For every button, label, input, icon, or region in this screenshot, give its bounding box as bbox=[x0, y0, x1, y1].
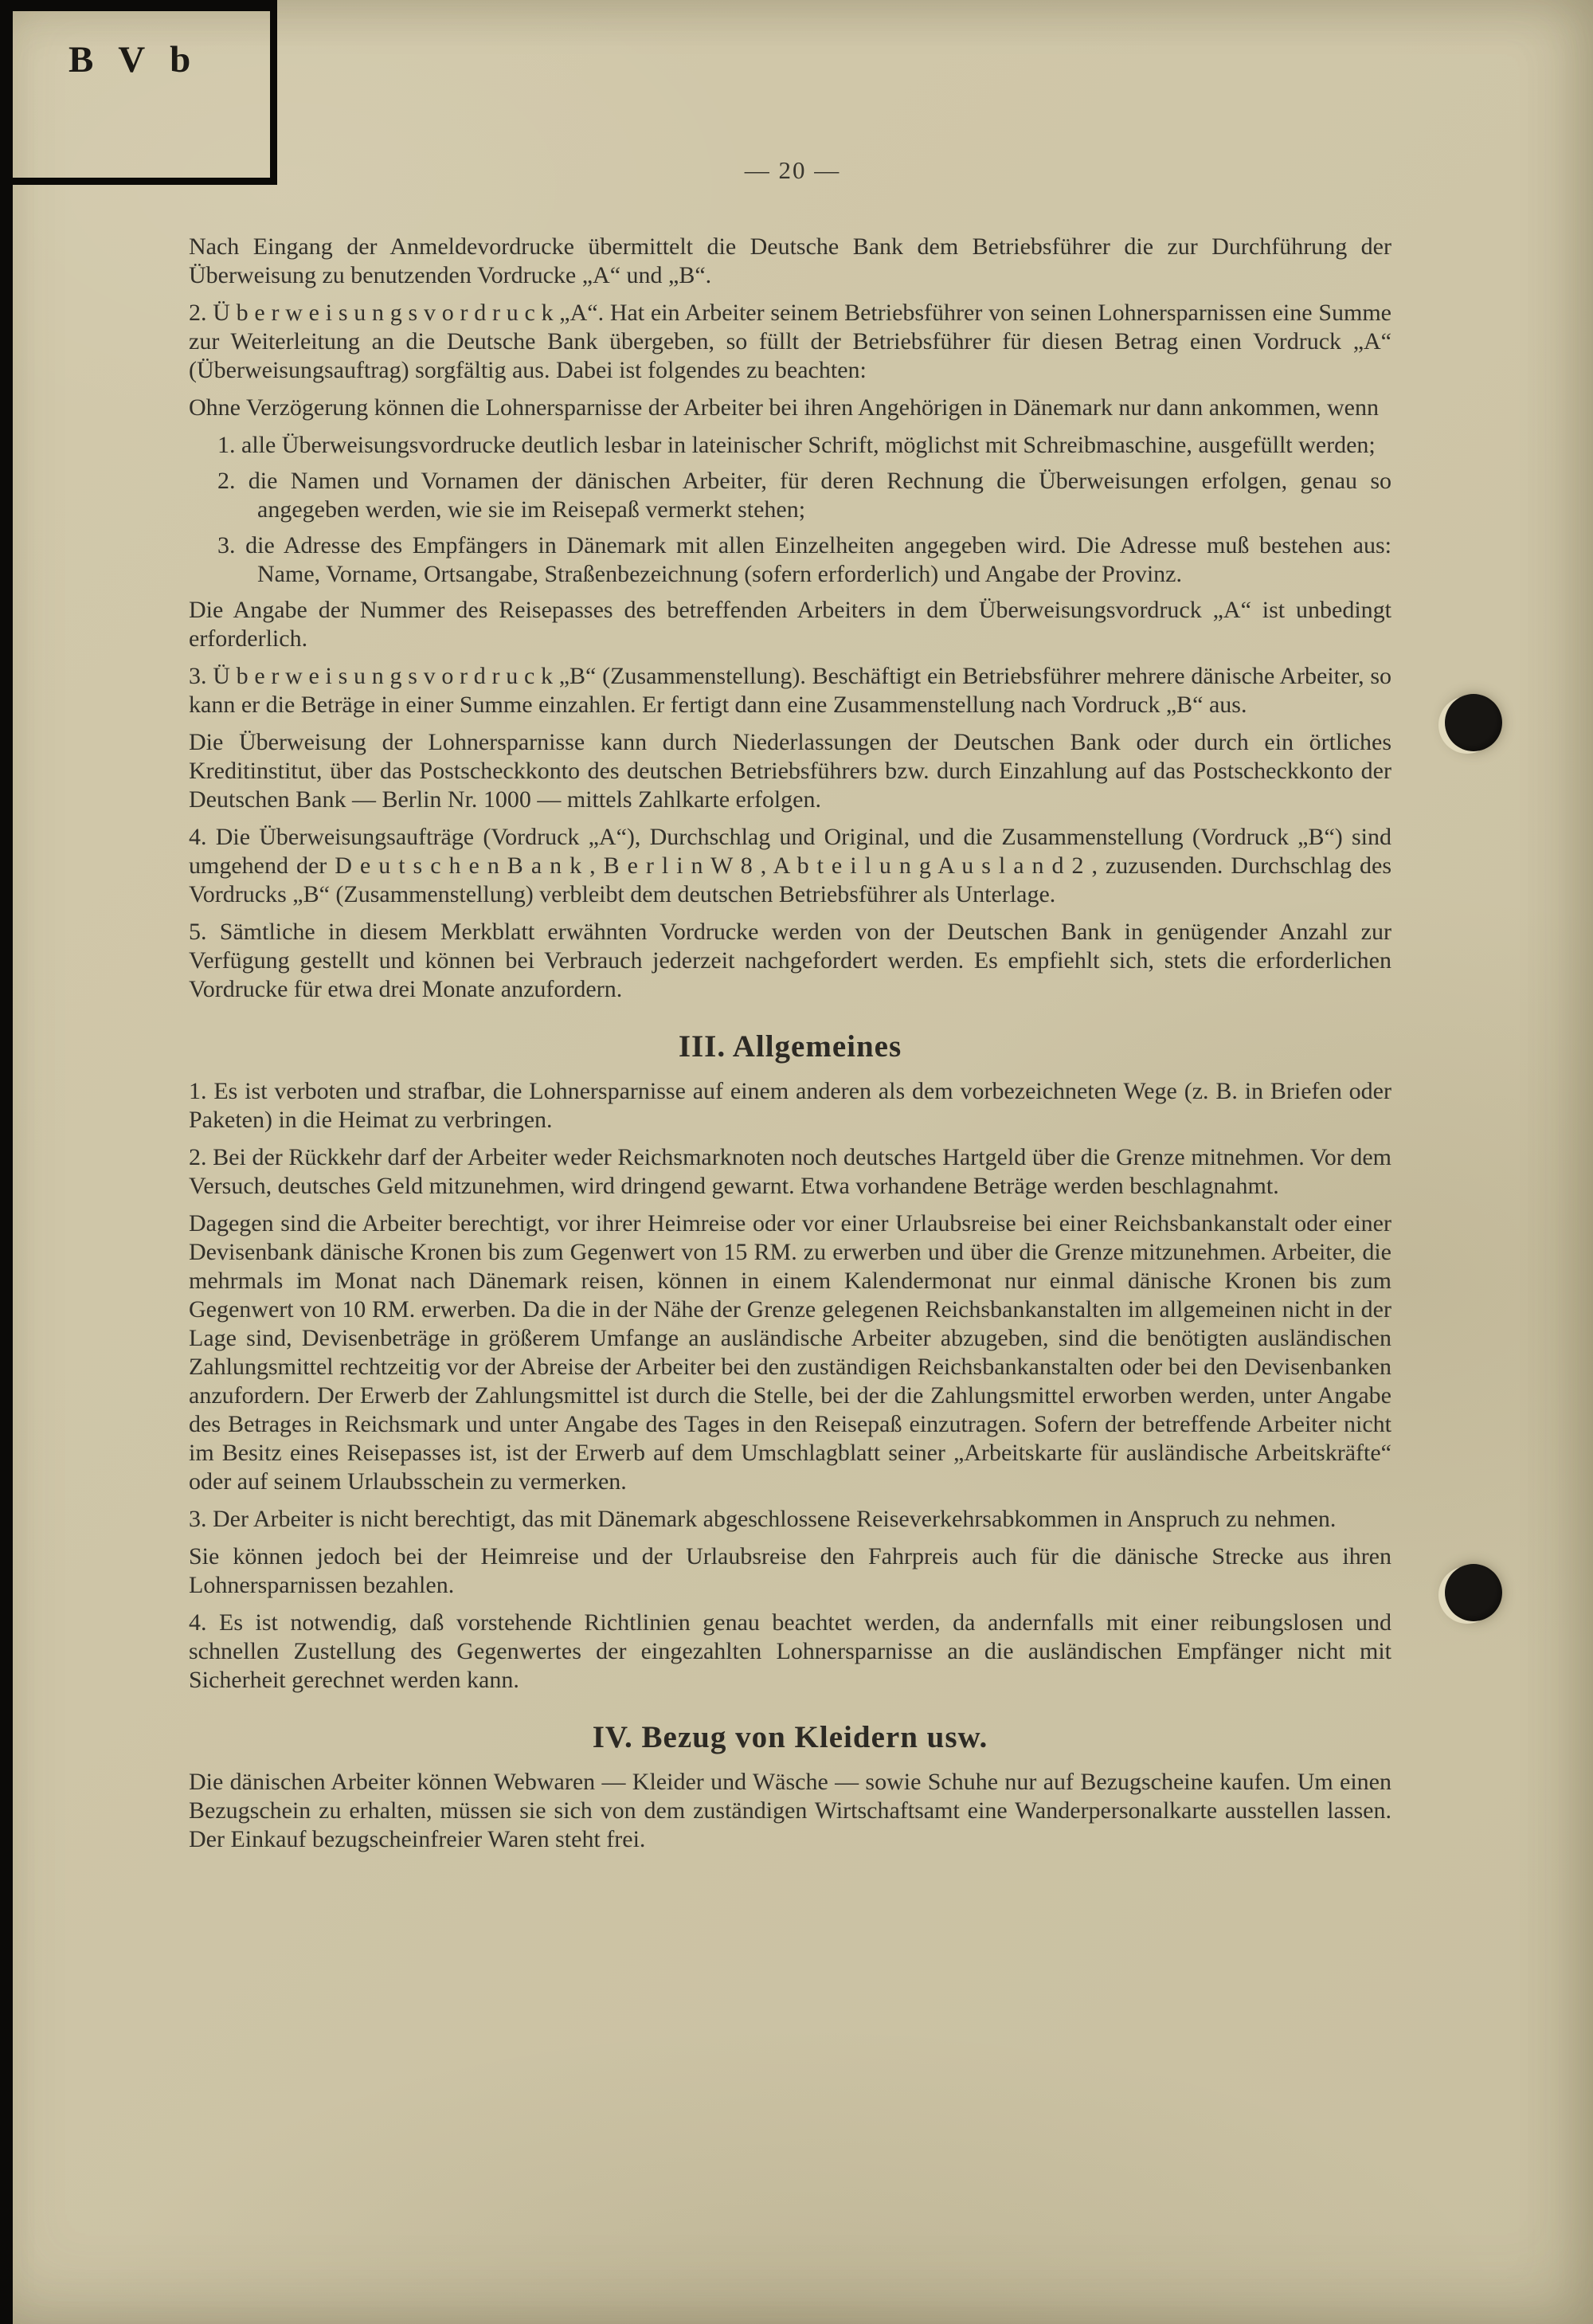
paragraph: Ohne Verzögerung können die Lohnersparnisse der Arbeiter bei ihren Angehörigen in Dänemark nur dann ankommen, wenn bbox=[189, 394, 1379, 421]
paragraph: Die Angabe der Nummer des Reisepasses des betreffenden Arbeiters in dem Überweisungsvordruck „A“ ist unbedingt erforderlich. bbox=[189, 597, 1391, 652]
document-body bbox=[189, 233, 1391, 1863]
paragraph: 2. Bei der Rückkehr darf der Arbeiter weder Reichsmarknoten noch deutsches Hartgeld über die Grenze mitnehmen. Vor dem Versuch, deutsches Geld mitzunehmen, wird dringend gewarnt. Etwa vorhandene Beträge werden beschlagnahmt. bbox=[189, 1144, 1391, 1199]
page-number: — 20 — bbox=[744, 156, 841, 184]
left-border-bar bbox=[0, 0, 13, 2324]
paragraph: 5. Sämtliche in diesem Merkblatt erwähnten Vordrucke werden von der Deutschen Bank in genügender Anzahl zur Verfügung gestellt und können bei Verbrauch jederzeit nachgefordert werden. Es empfiehlt sich, stets die erforderlichen Vordrucke für etwa drei Monate anzufordern. bbox=[189, 919, 1391, 1002]
paragraph: 1. Es ist verboten und strafbar, die Lohnersparnisse auf einem anderen als dem vorbezeichneten Wege (z. B. in Briefen oder Paketen) in die Heimat zu verbringen. bbox=[189, 1078, 1391, 1133]
section-heading-bezug-von-kleidern: IV. Bezug von Kleidern usw. bbox=[592, 1720, 988, 1754]
paragraph: Die Überweisung der Lohnersparnisse kann durch Niederlassungen der Deutschen Bank oder durch ein örtliches Kreditinstitut, über das Postscheckkonto des deutschen Betriebsführers bzw. durch Einzahlung auf das Postscheckkonto der Deutschen Bank — Berlin Nr. 1000 — mittels Zahlkarte erfolgen. bbox=[189, 729, 1391, 813]
section-heading-allgemeines: III. Allgemeines bbox=[678, 1029, 902, 1064]
paragraph: 3. Der Arbeiter is nicht berechtigt, das mit Dänemark abgeschlossene Reiseverkehrsabkommen in Anspruch zu nehmen. bbox=[189, 1506, 1337, 1532]
paragraph-overweisungsvordruck-a: 2. Ü b e r w e i s u n g s v o r d r u c k „A“. Hat ein Arbeiter seinem Betriebsführer von seinen Lohnersparnissen eine Summe zur Weiterleitung an die Deutsche Bank übergeben, so füllt der Betriebsführer für diesen Betrag einen Vordruck „A“ (Überweisungsauftrag) sorgfältig aus. Dabei ist folgendes zu beachten: bbox=[189, 300, 1391, 383]
punch-hole-bottom bbox=[1445, 1564, 1502, 1621]
list-item: 3. die Adresse des Empfängers in Dänemark mit allen Einzelheiten angegeben wird. Die Adresse muß bestehen aus: Name, Vorname, Ortsangabe, Straßenbezeichnung (sofern erforderlich) und Angabe der Provinz. bbox=[217, 532, 1391, 587]
paragraph: 4. Die Überweisungsaufträge (Vordruck „A“), Durchschlag und Original, und die Zusammenstellung (Vordruck „B“) sind umgehend der D e u t s c h e n B a n k , B e r l i n W 8 , A b t e i l u n g A u s l a n d 2 , zuzusenden. Durchschlag des Vordrucks „B“ (Zusammenstellung) verbleibt dem deutschen Betriebsführer als Unterlage. bbox=[189, 824, 1391, 907]
paragraph: Nach Eingang der Anmeldevordrucke übermittelt die Deutsche Bank dem Betriebsführer die zur Durchführung der Überweisung zu benutzenden Vordrucke „A“ und „B“. bbox=[189, 233, 1391, 288]
paragraph-overweisungsvordruck-b: 3. Ü b e r w e i s u n g s v o r d r u c k „B“ (Zusammenstellung). Beschäftigt ein Betriebsführer mehrere dänische Arbeiter, so kann er die Beträge in einer Summe einzahlen. Er fertigt dann eine Zusammenstellung nach Vordruck „B“ aus. bbox=[189, 663, 1391, 718]
paragraph: 4. Es ist notwendig, daß vorstehende Richtlinien genau beachtet werden, da andernfalls mit einer reibungslosen und schnellen Zustellung des Gegenwertes der eingezahlten Lohnersparnisse an die ausländischen Empfänger nicht mit Sicherheit gerechnet werden kann. bbox=[189, 1609, 1391, 1693]
paragraph: Sie können jedoch bei der Heimreise und der Urlaubsreise den Fahrpreis auch für die dänische Strecke aus ihren Lohnersparnissen bezahlen. bbox=[189, 1543, 1391, 1598]
list-item: 2. die Namen und Vornamen der dänischen Arbeiter, für deren Rechnung die Überweisungen erfolgen, genau so angegeben werden, wie sie im Reisepaß vermerkt stehen; bbox=[217, 468, 1391, 523]
list-item: 1. alle Überweisungsvordrucke deutlich lesbar in lateinischer Schrift, möglichst mit Schreibmaschine, ausgefüllt werden; bbox=[217, 432, 1376, 458]
punch-hole-top bbox=[1445, 694, 1502, 751]
paragraph: Dagegen sind die Arbeiter berechtigt, vor ihrer Heimreise oder vor einer Urlaubsreise bei einer Reichsbankanstalt oder einer Devisenbank dänische Kronen bis zum Gegenwert von 15 RM. zu erwerben und über die Grenze mitzunehmen. Arbeiter, die mehrmals im Monat nach Dänemark reisen, können in einem Kalendermonat nur einmal dänische Kronen bis zum Gegenwert von 10 RM. erwerben. Da die in der Nähe der Grenze gelegenen Reichsbankanstalten im allgemeinen nicht in der Lage sind, Devisenbeträge in größerem Umfange an ausländische Arbeiter abzugeben, sind die benötigten ausländischen Zahlungsmittel rechtzeitig vor der Abreise der Arbeiter bei den zuständigen Reichsbankanstalten oder bei den Devisenbanken anzufordern. Der Erwerb der Zahlungsmittel ist durch die Stelle, bei der die Zahlungsmittel erworben werden, unter Angabe des Betrages in Reichsmark und unter Angabe des Tages in den Reisepaß einzutragen. Sofern der betreffende Arbeiter nicht im Besitz eines Reisepasses ist, ist der Erwerb auf dem Umschlagblatt seiner „Arbeitskarte für ausländische Arbeitskräfte“ oder auf seinem Urlaubsschein zu vermerken. bbox=[189, 1210, 1391, 1495]
paragraph: Die dänischen Arbeiter können Webwaren — Kleider und Wäsche — sowie Schuhe nur auf Bezugscheine kaufen. Um einen Bezugschein zu erhalten, müssen sie sich von dem zuständigen Wirtschaftsamt eine Wanderpersonalkarte ausstellen lassen. Der Einkauf bezugscheinfreier Waren steht frei. bbox=[189, 1769, 1391, 1852]
classification-label: B V b bbox=[68, 39, 199, 80]
